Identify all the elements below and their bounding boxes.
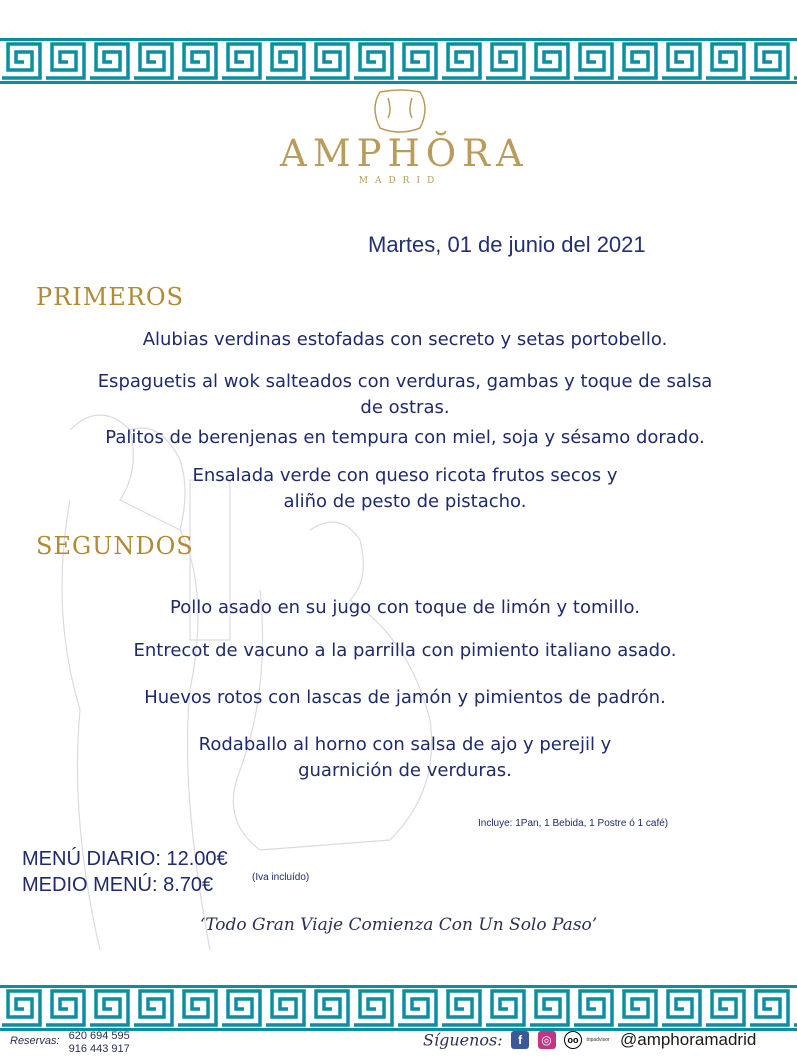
dish-primeros-1	[50, 327, 760, 353]
tripadvisor-label: tripadvisor	[586, 1037, 610, 1043]
phone-2[interactable]: 916 443 917	[68, 1043, 130, 1055]
dish-line: aliño de pesto de pistacho.	[283, 491, 527, 512]
amphora-vase-icon	[280, 88, 520, 138]
motto-quote: ‘Todo Gran Viaje Comienza Con Un Solo Paso’	[199, 915, 598, 935]
section-title-segundos: SEGUNDOS	[36, 532, 194, 560]
dish-primeros-2	[50, 369, 760, 421]
phone-1[interactable]: 620 694 595	[68, 1030, 130, 1042]
reservations-label: Reservas:	[10, 1035, 60, 1047]
dish-segundos-4	[50, 732, 760, 784]
dish-line: Ensalada verde con queso ricota frutos secos y	[192, 465, 618, 486]
dish-line: Espaguetis al wok salteados con verduras, gambas y toque de salsa	[97, 371, 713, 392]
reservations-block	[10, 1030, 130, 1056]
price-medio-menu: MEDIO MENÚ: 8.70€	[22, 874, 214, 896]
dish-line: Palitos de berenjenas en tempura con miel, soja y sésamo dorado.	[105, 427, 705, 448]
social-block	[423, 1030, 756, 1054]
amphora-logo	[280, 88, 529, 198]
phone-numbers	[69, 1030, 130, 1056]
section-title-primeros: PRIMEROS	[36, 283, 184, 311]
greek-key-border-top	[0, 38, 797, 84]
dish-line: de ostras.	[360, 397, 450, 418]
dish-line: Pollo asado en su jugo con toque de limón y tomillo.	[170, 597, 640, 618]
dish-line: Entrecot de vacuno a la parrilla con pimiento italiano asado.	[133, 640, 677, 661]
dish-line: guarnición de verduras.	[298, 760, 512, 781]
price-menu-diario: MENÚ DIARIO: 12.00€	[22, 848, 228, 870]
greek-key-pattern	[0, 985, 797, 1031]
dish-line: Rodaballo al horno con salsa de ajo y perejil y	[198, 734, 612, 755]
dish-primeros-3	[50, 425, 760, 451]
follow-label: Síguenos:	[423, 1030, 503, 1050]
greek-key-pattern	[0, 38, 797, 84]
dish-line: Alubias verdinas estofadas con secreto y setas portobello.	[142, 329, 668, 350]
menu-includes-note: Incluye: 1Pan, 1 Bebida, 1 Postre ó 1 café)	[478, 818, 669, 829]
logo-wordmark: AMPHŎRA	[280, 132, 529, 175]
greek-key-border-bottom	[0, 985, 797, 1031]
dish-segundos-3	[50, 685, 760, 711]
dish-segundos-1	[50, 595, 760, 621]
tripadvisor-icon[interactable]: oo	[564, 1031, 582, 1049]
iva-note: (Iva incluído)	[252, 872, 310, 883]
instagram-icon[interactable]: ◎	[538, 1031, 556, 1049]
menu-date: Martes, 01 de junio del 2021	[368, 232, 646, 257]
dish-line: Huevos rotos con lascas de jamón y pimientos de padrón.	[144, 687, 666, 708]
dish-primeros-4	[50, 463, 760, 515]
social-handle[interactable]: @amphoramadrid	[619, 1030, 757, 1049]
facebook-icon[interactable]: f	[511, 1031, 529, 1049]
dish-segundos-2	[50, 638, 760, 664]
logo-city: MADRID	[358, 176, 442, 186]
